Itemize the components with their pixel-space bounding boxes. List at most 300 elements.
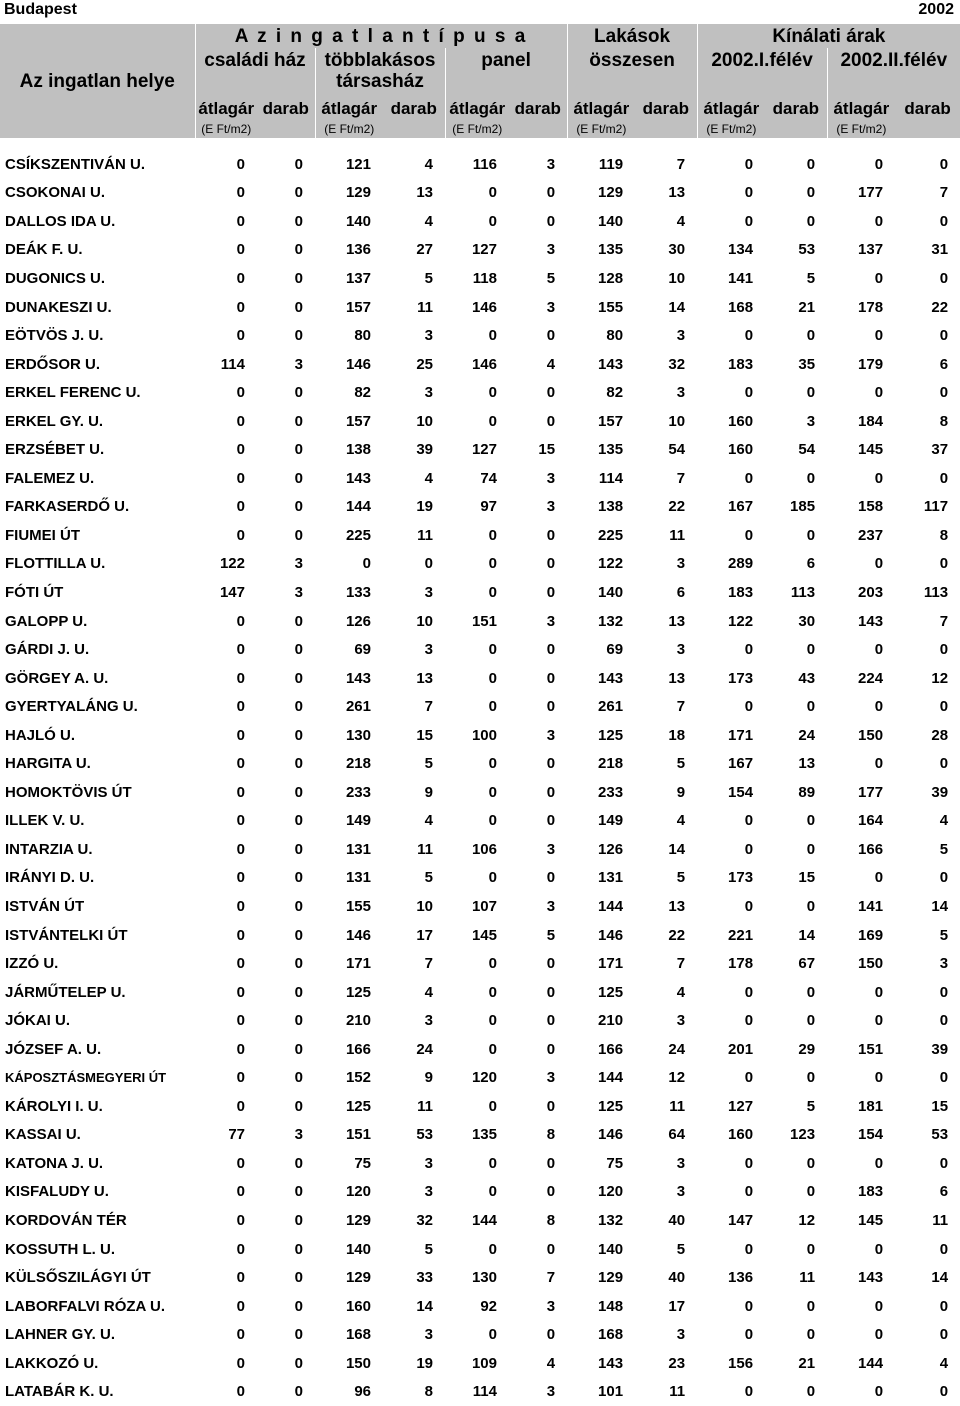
count-cell: 53 [931,1126,949,1144]
count-cell: 10 [668,412,686,430]
avg-price-cell: 138 [345,441,371,459]
avg-price-cell: 144 [598,897,624,915]
avg-price-cell: 132 [598,1212,624,1229]
avg-price-cell: 0 [236,1383,245,1401]
avg-price-cell: 0 [874,1383,884,1401]
count-cell: 29 [798,1040,816,1058]
count-cell: 0 [294,1212,303,1229]
avg-price-cell: 136 [728,1269,754,1287]
count-cell: 4 [424,812,433,830]
avg-price-cell: 0 [744,1297,754,1315]
count-cell: 0 [806,526,816,544]
avg-price-cell: 0 [488,983,497,1001]
count-cell: 3 [676,327,686,345]
avg-price-cell: 146 [471,355,497,373]
count-cell: 12 [668,1069,686,1087]
avg-price-cell: 131 [598,869,624,887]
table-row [0,1035,960,1064]
count-cell: 0 [806,469,816,487]
count-cell: 0 [294,1269,303,1287]
avg-price-cell: 160 [728,412,754,430]
avg-price-cell: 0 [236,698,245,716]
location-name-cell: FÓTI ÚT [5,583,64,601]
count-cell: 3 [676,384,686,402]
avg-price-cell: 151 [345,1126,371,1144]
count-subheader: darab [635,96,697,120]
count-cell: 0 [939,1154,949,1172]
count-cell: 0 [806,983,816,1001]
avg-price-cell: 0 [488,1012,497,1030]
location-name-cell: FARKASERDŐ U. [5,498,130,516]
count-cell: 0 [294,212,303,230]
table-row [0,664,960,693]
count-cell: 25 [416,355,433,373]
avg-price-cell: 0 [744,327,754,345]
avg-price-cell: 0 [874,1326,884,1344]
avg-price-cell: 0 [488,1183,497,1201]
count-cell: 3 [546,1069,556,1087]
avg-price-cell: 0 [874,155,884,173]
count-cell: 35 [798,355,816,373]
count-subheader: darab [895,96,960,120]
avg-price-cell: 143 [345,469,371,487]
count-cell: 0 [939,869,949,887]
city-label: Budapest [4,1,77,18]
avg-price-cell: 225 [598,526,624,544]
count-cell: 0 [546,698,556,716]
table-row [0,949,960,978]
avg-price-cell: 0 [236,327,245,345]
count-cell: 3 [676,1154,686,1172]
table-row [0,435,960,464]
avg-price-cell: 0 [236,926,245,944]
avg-price-cell: 106 [471,840,497,858]
avg-price-cell: 0 [488,1240,497,1258]
table-row [0,407,960,436]
avg-price-cell: 0 [488,1097,497,1115]
avg-price-cell: 178 [858,298,884,316]
avg-price-cell: 80 [606,327,624,345]
count-cell: 0 [294,669,303,687]
avg-price-cell: 120 [345,1183,371,1201]
count-cell: 0 [294,926,303,944]
avg-price-cell: 166 [858,840,884,858]
avg-price-cell: 0 [874,1297,884,1315]
location-name-cell: LATABÁR K. U. [5,1383,114,1401]
avg-price-cell: 126 [345,612,371,630]
count-cell: 7 [546,1269,556,1287]
avg-price-cell: 0 [744,1154,754,1172]
avg-price-cell: 150 [858,955,884,973]
avg-price-cell: 97 [480,498,497,516]
count-cell: 0 [294,726,303,744]
location-name-cell: ERKEL GY. U. [5,412,104,430]
avg-price-cell: 160 [728,1126,754,1144]
count-cell: 3 [676,1012,686,1030]
location-name-cell: ISTVÁN ÚT [5,897,85,915]
count-cell: 0 [294,812,303,830]
count-cell: 0 [546,526,556,544]
count-cell: 13 [416,184,433,202]
avg-price-cell: 155 [345,897,371,915]
avg-price-cell: 183 [858,1183,884,1201]
count-cell: 13 [668,184,686,202]
table-row [0,1320,960,1349]
avg-price-cell: 140 [598,583,624,601]
avg-price-cell: 160 [728,441,754,459]
count-cell: 3 [546,241,556,259]
avg-price-cell: 218 [598,755,624,773]
avg-price-cell: 116 [472,155,497,173]
location-name-cell: HAJLÓ U. [5,726,76,744]
avg-price-cell: 0 [488,184,497,202]
page-header [0,0,960,22]
avg-price-cell: 154 [728,783,754,801]
avg-price-cell: 166 [345,1040,371,1058]
table-row [0,635,960,664]
avg-price-cell: 233 [598,783,624,801]
table-row [0,1149,960,1178]
avg-price-cell: 126 [598,840,624,858]
count-cell: 0 [546,669,556,687]
count-cell: 37 [931,441,949,459]
count-cell: 0 [546,327,556,345]
avg-price-cell: 118 [472,269,497,287]
avg-price-cell: 289 [728,555,754,573]
avg-price-cell: 69 [606,641,624,659]
location-name-cell: ERKEL FERENC U. [5,384,141,402]
table-row [0,978,960,1007]
location-name-cell: LABORFALVI RÓZA U. [5,1297,165,1315]
avg-price-cell: 184 [858,412,884,430]
avg-price-cell: 131 [345,869,371,887]
count-cell: 3 [546,155,556,173]
avg-price-cell: 0 [236,869,245,887]
avg-price-cell: 0 [488,1326,497,1344]
count-cell: 3 [546,840,556,858]
count-cell: 0 [294,384,303,402]
avg-price-cell: 140 [598,212,624,230]
avg-price-cell: 114 [472,1383,497,1401]
avg-price-cell: 0 [488,212,497,230]
count-cell: 19 [416,498,433,516]
count-cell: 0 [294,155,303,173]
count-cell: 0 [546,1012,556,1030]
avg-price-cell: 143 [858,612,884,630]
avg-price-cell: 136 [345,241,371,259]
avg-price-cell: 0 [874,327,884,345]
location-name-cell: DUNAKESZI U. [5,298,112,316]
count-cell: 4 [676,212,686,230]
location-name-cell: KISFALUDY U. [5,1183,109,1201]
count-cell: 12 [798,1212,816,1229]
count-cell: 0 [806,1069,816,1087]
count-cell: 7 [424,698,433,716]
count-cell: 7 [676,955,686,973]
location-name-cell: GYERTYALÁNG U. [5,698,138,716]
avg-price-cell: 210 [345,1012,371,1030]
avg-price-subheader: átlagár [195,96,257,120]
count-cell: 7 [676,155,686,173]
avg-price-cell: 82 [606,384,624,402]
count-cell: 0 [294,327,303,345]
count-cell: 3 [424,384,433,402]
avg-price-cell: 143 [598,355,624,373]
avg-price-cell: 221 [728,926,754,944]
count-cell: 13 [798,755,816,773]
count-cell: 5 [424,269,433,287]
count-cell: 11 [932,1212,949,1229]
count-cell: 0 [294,1040,303,1058]
avg-price-cell: 0 [874,1240,884,1258]
count-cell: 54 [798,441,816,459]
avg-price-cell: 77 [228,1126,245,1144]
location-name-cell: INTARZIA U. [5,840,93,858]
avg-price-cell: 0 [236,155,245,173]
avg-price-subheader: átlagár [315,96,383,120]
avg-price-cell: 164 [858,812,884,830]
count-cell: 0 [806,1240,816,1258]
count-cell: 3 [294,555,303,573]
count-cell: 5 [424,869,433,887]
count-cell: 0 [424,555,433,573]
avg-price-cell: 122 [728,612,754,630]
count-cell: 12 [931,669,949,687]
count-cell: 0 [939,1012,949,1030]
count-cell: 11 [417,1097,433,1115]
avg-price-cell: 0 [236,1154,245,1172]
count-cell: 10 [416,612,433,630]
avg-price-cell: 0 [236,298,245,316]
avg-price-cell: 119 [598,155,624,173]
avg-price-cell: 75 [606,1154,624,1172]
avg-price-cell: 0 [874,698,884,716]
avg-price-cell: 154 [858,1126,884,1144]
table-row [0,921,960,950]
avg-price-cell: 134 [728,241,754,259]
table-row [0,1292,960,1321]
avg-price-cell: 0 [744,384,754,402]
location-name-cell: EÖTVÖS J. U. [5,327,104,345]
avg-price-cell: 0 [874,641,884,659]
avg-price-cell: 0 [488,327,497,345]
count-cell: 0 [294,1183,303,1201]
count-cell: 8 [546,1212,556,1229]
avg-price-cell: 179 [858,355,884,373]
count-cell: 0 [546,641,556,659]
table-row [0,550,960,579]
location-name-cell: KÁROLYI I. U. [5,1097,103,1115]
count-cell: 0 [294,612,303,630]
count-cell: 0 [939,983,949,1001]
count-cell: 0 [939,1069,949,1087]
avg-price-cell: 0 [236,1212,245,1229]
avg-price-cell: 0 [874,755,884,773]
avg-price-cell: 101 [598,1383,624,1401]
count-cell: 3 [676,555,686,573]
count-cell: 5 [676,1240,686,1258]
avg-price-cell: 82 [354,384,371,402]
avg-price-cell: 100 [471,726,497,744]
count-cell: 5 [546,926,556,944]
count-cell: 0 [939,327,949,345]
avg-price-cell: 149 [345,812,371,830]
avg-price-cell: 171 [598,955,624,973]
avg-price-cell: 0 [744,212,754,230]
avg-price-cell: 133 [345,583,371,601]
count-cell: 43 [798,669,816,687]
apartments-header: Lakások [567,24,697,48]
avg-price-cell: 0 [488,384,497,402]
count-cell: 117 [923,498,949,516]
avg-price-cell: 127 [471,441,497,459]
avg-price-cell: 157 [345,298,371,316]
avg-price-cell: 0 [744,1383,754,1401]
avg-price-cell: 140 [345,212,371,230]
avg-price-cell: 0 [236,669,245,687]
count-cell: 0 [546,983,556,1001]
avg-price-cell: 0 [488,669,497,687]
count-cell: 23 [668,1354,686,1372]
count-cell: 0 [294,1326,303,1344]
count-cell: 0 [939,1297,949,1315]
count-cell: 5 [806,1097,816,1115]
avg-price-cell: 233 [345,783,371,801]
avg-price-cell: 0 [874,983,884,1001]
avg-price-cell: 92 [480,1297,497,1315]
avg-price-cell: 0 [236,1069,245,1087]
location-name-cell: HARGITA U. [5,755,91,773]
avg-price-cell: 129 [345,1212,371,1229]
avg-price-cell: 122 [598,555,624,573]
avg-price-cell: 147 [219,583,245,601]
table-row [0,293,960,322]
count-cell: 0 [294,897,303,915]
count-cell: 39 [931,1040,949,1058]
table-row [0,207,960,236]
avg-price-cell: 0 [236,897,245,915]
avg-price-cell: 135 [598,241,624,259]
count-cell: 5 [806,269,816,287]
count-cell: 3 [424,1012,433,1030]
avg-price-cell: 120 [471,1069,497,1087]
count-cell: 0 [546,955,556,973]
count-cell: 10 [668,269,686,287]
count-cell: 0 [294,526,303,544]
avg-price-cell: 158 [858,498,884,516]
count-cell: 53 [798,241,816,259]
count-cell: 30 [798,612,816,630]
count-cell: 10 [416,412,433,430]
count-cell: 0 [294,298,303,316]
avg-price-cell: 0 [236,498,245,516]
count-cell: 15 [931,1097,949,1115]
multi-unit-header: többlakásos [315,48,445,72]
count-cell: 11 [799,1269,816,1287]
count-cell: 0 [294,269,303,287]
offer-prices-header: Kínálati árak [697,24,960,48]
avg-price-cell: 128 [598,269,624,287]
avg-price-cell: 0 [362,555,371,573]
property-type-header: A z i n g a t l a n t í p u s a [195,24,567,48]
count-cell: 11 [417,840,433,858]
avg-price-cell: 143 [345,669,371,687]
count-cell: 0 [294,1240,303,1258]
avg-price-cell: 120 [598,1183,624,1201]
avg-price-cell: 0 [874,1012,884,1030]
avg-price-cell: 0 [488,1040,497,1058]
unit-label: (E Ft/m2) [697,120,765,138]
avg-price-cell: 0 [236,412,245,430]
avg-price-cell: 177 [858,184,884,202]
count-cell: 4 [546,1354,556,1372]
avg-price-cell: 145 [858,441,884,459]
count-cell: 53 [416,1126,433,1144]
count-cell: 14 [931,1269,949,1287]
count-subheader: darab [765,96,827,120]
avg-price-cell: 0 [236,840,245,858]
avg-price-cell: 137 [858,241,884,259]
count-cell: 22 [931,298,949,316]
count-cell: 11 [669,526,686,544]
count-cell: 3 [676,1183,686,1201]
count-subheader: darab [509,96,567,120]
count-cell: 0 [939,555,949,573]
avg-price-cell: 69 [354,641,371,659]
count-cell: 39 [931,783,949,801]
location-name-cell: ERDŐSOR U. [5,355,101,373]
avg-price-cell: 144 [858,1354,884,1372]
avg-price-cell: 140 [345,1240,371,1258]
location-header: Az ingatlan helye [0,24,195,138]
count-cell: 14 [931,897,949,915]
count-cell: 8 [939,526,949,544]
avg-price-cell: 135 [471,1126,497,1144]
avg-price-cell: 0 [236,1269,245,1287]
avg-price-cell: 169 [858,926,884,944]
avg-price-cell: 130 [345,726,371,744]
avg-price-cell: 237 [858,526,884,544]
avg-price-cell: 0 [744,897,754,915]
count-cell: 0 [546,1040,556,1058]
location-name-cell: ERZSÉBET U. [5,441,105,459]
count-cell: 0 [546,1154,556,1172]
count-cell: 89 [798,783,816,801]
avg-price-cell: 0 [236,641,245,659]
avg-price-cell: 80 [354,327,371,345]
count-cell: 7 [939,612,949,630]
location-name-cell: JÁRMŰTELEP U. [5,983,126,1001]
avg-price-cell: 121 [345,155,371,173]
avg-price-cell: 171 [345,955,371,973]
count-cell: 32 [668,355,686,373]
count-cell: 0 [939,155,949,173]
avg-price-cell: 143 [598,1354,624,1372]
avg-price-cell: 168 [728,298,754,316]
avg-price-cell: 125 [598,983,624,1001]
location-name-cell: LAHNER GY. U. [5,1326,116,1344]
count-cell: 24 [416,1040,433,1058]
avg-price-cell: 146 [598,926,624,944]
count-cell: 0 [294,755,303,773]
avg-price-cell: 0 [488,412,497,430]
avg-price-cell: 168 [598,1326,624,1344]
location-name-cell: KOSSUTH L. U. [5,1240,116,1258]
avg-price-cell: 0 [874,1154,884,1172]
count-cell: 10 [416,897,433,915]
avg-price-cell: 0 [744,1326,754,1344]
avg-price-cell: 0 [488,869,497,887]
